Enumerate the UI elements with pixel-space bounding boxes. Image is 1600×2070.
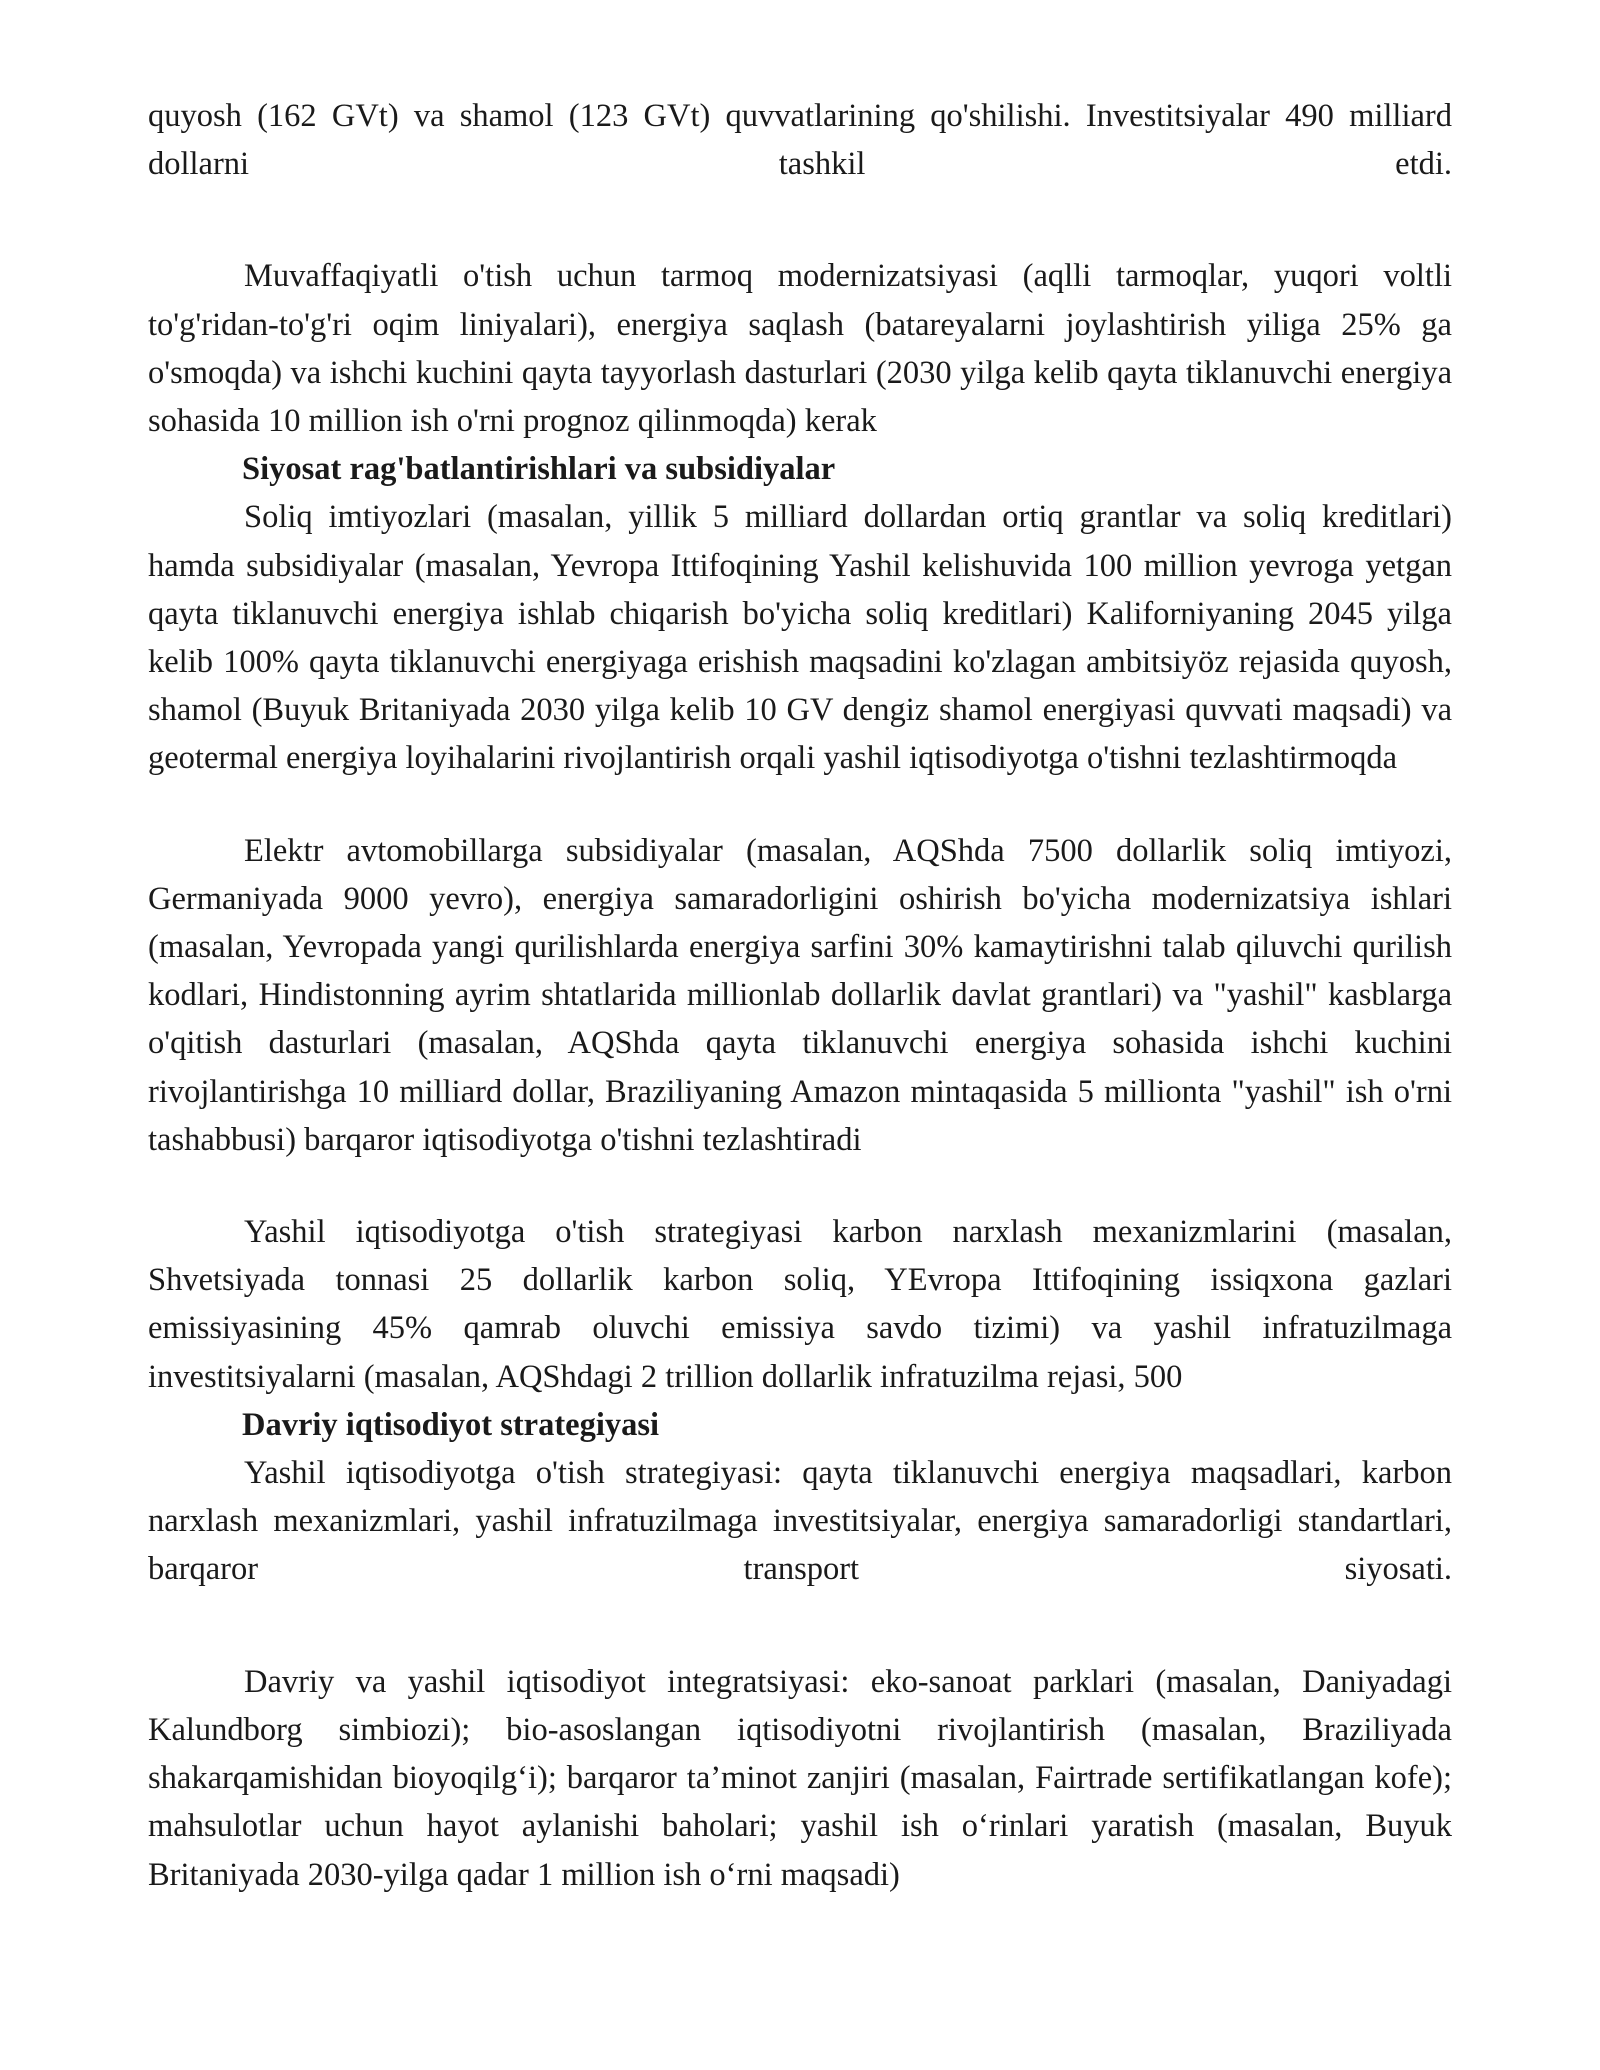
paragraph-1: quyosh (162 GVt) va shamol (123 GVt) quvvatlarining qo'shilishi. Investitsiyalar 490 milliard dollarni tashkil etdi. bbox=[148, 98, 1452, 183]
paragraph-6: Yashil iqtisodiyotga o'tish strategiyasi: qayta tiklanuvchi energiya maqsadlari, karbon narxlash mexanizmlari, yashil infratuzilmaga investitsiyalar, energiya samaradorligi standartlari, barqaror transport siyosati. bbox=[148, 1455, 1452, 1588]
document-page bbox=[148, 92, 1452, 1899]
paragraph-7: Davriy va yashil iqtisodiyot integratsiyasi: eko-sanoat parklari (masalan, Daniyadagi Kalundborg simbiozi); bio-asoslangan iqtisodiyotni rivojlantirish (masalan, Braziliyada shakarqamishidan bioyoqilg‘i); barqaror ta’minot zanjiri (masalan, Fairtrade sertifikatlangan kofe); mahsulotlar uchun hayot aylanishi baholari; yashil ish o‘rinlari yaratish (masalan, Buyuk Britaniyada 2030-yilga qadar 1 million ish o‘rni maqsadi) bbox=[148, 1663, 1452, 1893]
section-heading-circular: Davriy iqtisodiyot strategiyasi bbox=[242, 1406, 660, 1443]
paragraph-3: Soliq imtiyozlari (masalan, yillik 5 milliard dollardan ortiq grantlar va soliq kreditlari) hamda subsidiyalar (masalan, Yevropa Ittifoqining Yashil kelishuvida 100 million yevroga yetgan qayta tiklanuvchi energiya ishlab chiqarish bo'yicha soliq kreditlari) Kaliforniyaning 2045 yilga kelib 100% qayta tiklanuvchi energiyaga erishish maqsadini ko'zlagan ambitsiyöz rejasida quyosh, shamol (Buyuk Britaniyada 2030 yilga kelib 10 GV dengiz shamol energiyasi quvvati maqsadi) va geotermal energiya loyihalarini rivojlantirish orqali yashil iqtisodiyotga o'tishni tezlashtirmoqda bbox=[148, 499, 1452, 777]
paragraph-5: Yashil iqtisodiyotga o'tish strategiyasi karbon narxlash mexanizmlarini (masalan, Shvetsiyada tonnasi 25 dollarlik karbon soliq, YEvropa Ittifoqining issiqxona gazlari emissiyasining 45% qamrab oluvchi emissiya savdo tizimi) va yashil infratuzilmaga investitsiyalarni (masalan, AQShdagi 2 trillion dollarlik infratuzilma rejasi, 500 bbox=[148, 1214, 1452, 1395]
section-heading-policy: Siyosat rag'batlantirishlari va subsidiyalar bbox=[242, 451, 836, 488]
paragraph-4: Elektr avtomobillarga subsidiyalar (masalan, AQShda 7500 dollarlik soliq imtiyozi, Germaniyada 9000 yevro), energiya samaradorligini oshirish bo'yicha modernizatsiya ishlari (masalan, Yevropada yangi qurilishlarda energiya sarfini 30% kamaytirishni talab qiluvchi qurilish kodlari, Hindistonning ayrim shtatlarida millionlab dollarlik davlat grantlari) va "yashil" kasblarga o'qitish dasturlari (masalan, AQShda qayta tiklanuvchi energiya sohasida ishchi kuchini rivojlantirishga 10 milliard dollar, Braziliyaning Amazon mintaqasida 5 millionta "yashil" ish o'rni tashabbusi) barqaror iqtisodiyotga o'tishni tezlashtiradi bbox=[148, 832, 1452, 1158]
paragraph-2: Muvaffaqiyatli o'tish uchun tarmoq modernizatsiyasi (aqlli tarmoqlar, yuqori voltli to'g'ridan-to'g'ri oqim liniyalari), energiya saqlash (batareyalarni joylashtirish yiliga 25% ga o'smoqda) va ishchi kuchini qayta tayyorlash dasturlari (2030 yilga kelib qayta tiklanuvchi energiya sohasida 10 million ish o'rni prognoz qilinmoqda) kerak bbox=[148, 258, 1452, 440]
